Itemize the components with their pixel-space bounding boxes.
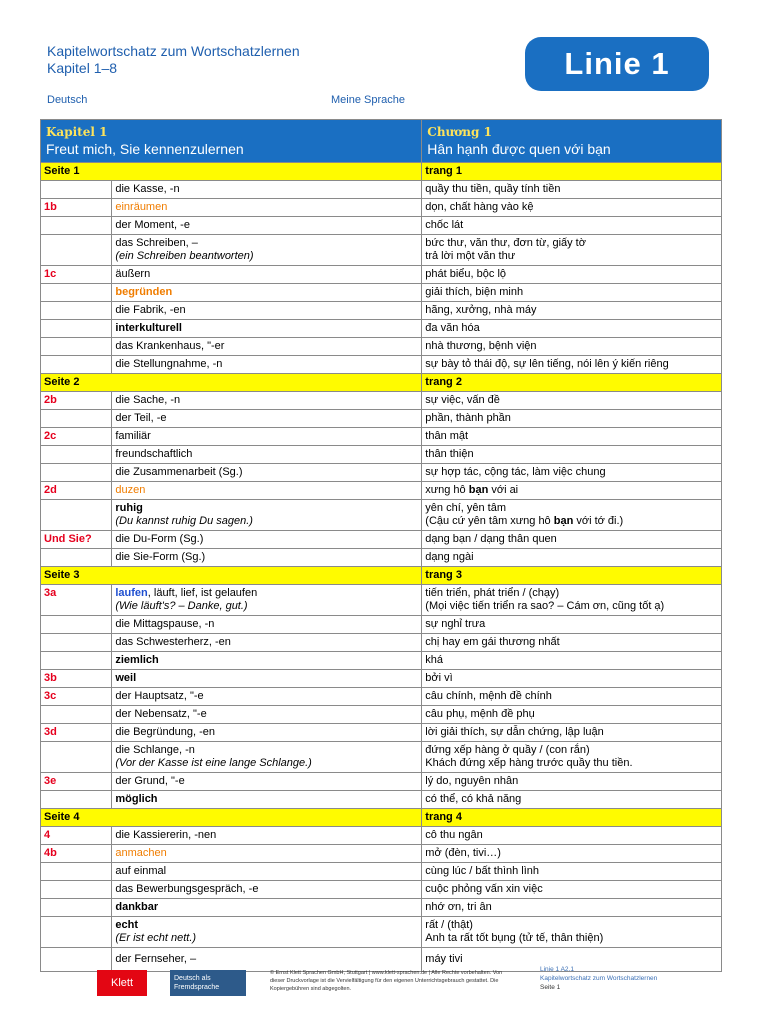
section-cell — [41, 217, 112, 235]
translation-cell: thân thiện — [422, 446, 722, 464]
german-cell: anmachen — [112, 845, 422, 863]
german-cell: der Nebensatz, "-e — [112, 706, 422, 724]
chapter-label-de: Kapitel 1 — [46, 125, 108, 139]
translation-cell: máy tivi — [422, 948, 722, 972]
german-cell — [112, 742, 422, 773]
section-cell — [41, 500, 112, 531]
section-cell: 3a — [41, 585, 112, 616]
translation-cell: sự hợp tác, cộng tác, làm việc chung — [422, 464, 722, 482]
table-row — [41, 284, 722, 302]
translation-cell — [422, 500, 722, 531]
table-row — [41, 338, 722, 356]
section-cell — [41, 338, 112, 356]
german-cell: das Krankenhaus, "-er — [112, 338, 422, 356]
section-cell — [41, 446, 112, 464]
page-heading-de: Seite 3 — [41, 567, 422, 585]
german-word: echt — [115, 919, 138, 931]
table-row — [41, 199, 722, 217]
german-cell: die Kasse, -n — [112, 181, 422, 199]
table-row — [41, 827, 722, 845]
section-cell — [41, 791, 112, 809]
section-cell: 4b — [41, 845, 112, 863]
german-cell: familiär — [112, 428, 422, 446]
page-heading-de: Seite 2 — [41, 374, 422, 392]
section-cell: 1b — [41, 199, 112, 217]
section-cell — [41, 948, 112, 972]
table-row — [41, 428, 722, 446]
translation-cell: lời giải thích, sự dẫn chứng, lập luận — [422, 724, 722, 742]
table-row — [41, 235, 722, 266]
section-cell — [41, 464, 112, 482]
translation-cell: đa văn hóa — [422, 320, 722, 338]
section-cell: 3d — [41, 724, 112, 742]
page-heading-de: Seite 1 — [41, 163, 422, 181]
page-heading-row — [41, 374, 722, 392]
section-cell — [41, 652, 112, 670]
page-heading-vi: trang 2 — [422, 374, 722, 392]
german-cell: die Begründung, -en — [112, 724, 422, 742]
translation-cell: lý do, nguyên nhân — [422, 773, 722, 791]
german-cell: duzen — [112, 482, 422, 500]
table-row — [41, 531, 722, 549]
translation-word: đứng xếp hàng ở quầy / (con rắn) — [425, 744, 590, 756]
translation-cell: có thể, có khả năng — [422, 791, 722, 809]
german-word — [115, 587, 418, 600]
section-cell — [41, 549, 112, 567]
table-row — [41, 266, 722, 284]
section-cell: Und Sie? — [41, 531, 112, 549]
translation-example: Anh ta rất tốt bụng (tử tế, thân thiện) — [425, 932, 604, 944]
translation-cell: quầy thu tiền, quầy tính tiền — [422, 181, 722, 199]
german-cell: interkulturell — [112, 320, 422, 338]
section-cell — [41, 616, 112, 634]
translation-highlight: bạn — [553, 515, 574, 527]
german-word: die Schlange, -n — [115, 744, 195, 756]
vocabulary-table — [40, 119, 722, 972]
translation-word: bức thư, văn thư, đơn từ, giấy tờ — [425, 237, 586, 249]
translation-cell: chốc lát — [422, 217, 722, 235]
translation-cell: câu phụ, mệnh đề phụ — [422, 706, 722, 724]
german-cell: die Sache, -n — [112, 392, 422, 410]
german-cell — [112, 585, 422, 616]
translation-part: xưng hô — [425, 484, 469, 496]
translation-part: với ai — [488, 484, 519, 496]
table-row — [41, 863, 722, 881]
german-cell: der Hauptsatz, "-e — [112, 688, 422, 706]
section-cell: 2c — [41, 428, 112, 446]
table-row — [41, 652, 722, 670]
german-cell — [112, 235, 422, 266]
translation-cell: hãng, xưởng, nhà máy — [422, 302, 722, 320]
table-row — [41, 670, 722, 688]
table-row — [41, 791, 722, 809]
section-cell: 4 — [41, 827, 112, 845]
german-word: ruhig — [115, 502, 143, 514]
german-cell: die Mittagspause, -n — [112, 616, 422, 634]
translation-example: Khách đứng xếp hàng trước quầy thu tiền. — [425, 757, 633, 769]
page-heading-row — [41, 567, 722, 585]
translation-example — [425, 515, 718, 528]
table-row — [41, 899, 722, 917]
translation-cell: khá — [422, 652, 722, 670]
german-cell: begründen — [112, 284, 422, 302]
german-cell: auf einmal — [112, 863, 422, 881]
section-cell — [41, 899, 112, 917]
chapter-vi-cell — [422, 120, 722, 163]
table-row — [41, 410, 722, 428]
german-cell: ziemlich — [112, 652, 422, 670]
footer-ref-book: Linie 1 A2.1 — [540, 966, 574, 973]
section-cell — [41, 235, 112, 266]
translation-word: rất / (thật) — [425, 919, 473, 931]
german-cell: äußern — [112, 266, 422, 284]
chapter-title-de: Freut mich, Sie kennenzulernen — [46, 141, 244, 157]
german-cell: möglich — [112, 791, 422, 809]
chapter-label-vi: Chương 1 — [427, 125, 492, 139]
german-cell — [112, 917, 422, 948]
page-heading-vi: trang 1 — [422, 163, 722, 181]
german-verb: laufen — [115, 587, 148, 599]
section-cell: 2d — [41, 482, 112, 500]
page-number: Seite 1 — [540, 984, 561, 991]
translation-cell: cùng lúc / bất thình lình — [422, 863, 722, 881]
table-row — [41, 742, 722, 773]
german-cell — [112, 500, 422, 531]
table-row — [41, 464, 722, 482]
german-cell: die Zusammenarbeit (Sg.) — [112, 464, 422, 482]
table-row — [41, 302, 722, 320]
footer-ref-title: Kapitelwortschatz zum Wortschatzlernen — [540, 975, 658, 982]
table-row — [41, 181, 722, 199]
translation-cell — [422, 917, 722, 948]
translation-cell: dọn, chất hàng vào kệ — [422, 199, 722, 217]
translation-cell: sự việc, vấn đề — [422, 392, 722, 410]
column-label-meine-sprache: Meine Sprache — [331, 94, 405, 106]
section-cell: 3c — [41, 688, 112, 706]
german-cell: die Kassiererin, -nen — [112, 827, 422, 845]
linie1-logo: Linie 1 — [525, 37, 709, 91]
page-heading-vi: trang 3 — [422, 567, 722, 585]
section-cell: 3e — [41, 773, 112, 791]
section-cell — [41, 706, 112, 724]
table-row — [41, 320, 722, 338]
german-cell: der Fernseher, – — [112, 948, 422, 972]
table-row — [41, 845, 722, 863]
section-cell — [41, 863, 112, 881]
german-example: (Du kannst ruhig Du sagen.) — [115, 515, 253, 527]
chapter-header-row — [41, 120, 722, 163]
german-cell: die Du-Form (Sg.) — [112, 531, 422, 549]
translation-word: tiến triển, phát triển / (chạy) — [425, 587, 560, 599]
german-example: (ein Schreiben beantworten) — [115, 250, 254, 262]
section-cell — [41, 410, 112, 428]
column-label-deutsch: Deutsch — [47, 94, 88, 106]
table-row — [41, 634, 722, 652]
translation-part: (Cậu cứ yên tâm xưng hô — [425, 515, 554, 527]
section-cell: 1c — [41, 266, 112, 284]
translation-cell: chị hay em gái thương nhất — [422, 634, 722, 652]
translation-cell: bởi vì — [422, 670, 722, 688]
table-row — [41, 500, 722, 531]
translation-cell: nhà thương, bệnh viện — [422, 338, 722, 356]
translation-cell — [422, 742, 722, 773]
page-heading-row — [41, 809, 722, 827]
translation-cell: thân mật — [422, 428, 722, 446]
german-cell: der Teil, -e — [112, 410, 422, 428]
table-row — [41, 482, 722, 500]
table-row — [41, 356, 722, 374]
table-row — [41, 446, 722, 464]
table-row — [41, 549, 722, 567]
section-cell — [41, 881, 112, 899]
german-cell: die Sie-Form (Sg.) — [112, 549, 422, 567]
translation-word: yên chí, yên tâm — [425, 502, 506, 514]
translation-cell: sự nghỉ trưa — [422, 616, 722, 634]
translation-cell: cô thu ngân — [422, 827, 722, 845]
german-cell: der Grund, "-e — [112, 773, 422, 791]
table-row — [41, 688, 722, 706]
translation-cell: sự bày tỏ thái độ, sự lên tiếng, nói lên ý kiến riêng — [422, 356, 722, 374]
table-row — [41, 881, 722, 899]
document-title — [47, 43, 300, 77]
german-word: das Schreiben, – — [115, 237, 198, 249]
table-row — [41, 773, 722, 791]
translation-highlight: bạn — [468, 484, 489, 496]
translation-cell: giải thích, biện minh — [422, 284, 722, 302]
translation-part: với tớ đi.) — [573, 515, 624, 527]
translation-example: trả lời một văn thư — [425, 250, 516, 262]
translation-cell: dạng bạn / dạng thân quen — [422, 531, 722, 549]
copyright-notice: © Ernst Klett Sprachen GmbH, Stuttgart | www.klett-sprachen.de | Alle Rechte vorbehalten. Von dieser Druckvorlage ist die Vervielfältigung für den eigenen Unterrichtsgebrauch gestattet. Die Kopiergebühren sind abgegolten. — [270, 970, 503, 992]
translation-example: (Mọi việc tiến triển ra sao? – Cám ơn, cũng tốt ạ) — [425, 600, 665, 612]
page-heading-row — [41, 163, 722, 181]
german-example: (Wie läuft's? – Danke, gut.) — [115, 600, 248, 612]
title-line-1: Kapitelwortschatz zum Wortschatzlernen — [47, 43, 300, 59]
section-cell — [41, 917, 112, 948]
table-row — [41, 217, 722, 235]
chapter-de-cell — [41, 120, 422, 163]
translation-cell: phần, thành phần — [422, 410, 722, 428]
translation-cell: mở (đèn, tivi…) — [422, 845, 722, 863]
german-example: (Vor der Kasse ist eine lange Schlange.) — [115, 757, 312, 769]
section-cell — [41, 302, 112, 320]
translation-cell — [422, 235, 722, 266]
section-cell — [41, 320, 112, 338]
daf-logo — [170, 970, 246, 996]
german-example: (Er ist echt nett.) — [115, 932, 197, 944]
footer-reference — [540, 965, 710, 992]
german-cell: freundschaftlich — [112, 446, 422, 464]
german-cell: das Schwesterherz, -en — [112, 634, 422, 652]
table-row — [41, 706, 722, 724]
translation-cell: dạng ngài — [422, 549, 722, 567]
page-heading-vi: trang 4 — [422, 809, 722, 827]
title-line-2: Kapitel 1–8 — [47, 60, 118, 76]
section-cell — [41, 181, 112, 199]
chapter-title-vi: Hân hạnh được quen với bạn — [427, 141, 611, 157]
page-heading-de: Seite 4 — [41, 809, 422, 827]
german-cell: der Moment, -e — [112, 217, 422, 235]
section-cell — [41, 284, 112, 302]
table-row — [41, 724, 722, 742]
table-row — [41, 917, 722, 948]
german-cell: die Stellungnahme, -n — [112, 356, 422, 374]
klett-logo: Klett — [97, 970, 147, 996]
german-cell: weil — [112, 670, 422, 688]
german-cell: das Bewerbungsgespräch, -e — [112, 881, 422, 899]
table-row — [41, 392, 722, 410]
german-cell: dankbar — [112, 899, 422, 917]
german-cell: einräumen — [112, 199, 422, 217]
translation-cell: nhớ ơn, tri ân — [422, 899, 722, 917]
section-cell — [41, 634, 112, 652]
translation-cell — [422, 482, 722, 500]
translation-cell — [422, 585, 722, 616]
translation-cell: phát biểu, bộc lộ — [422, 266, 722, 284]
table-row — [41, 616, 722, 634]
section-cell — [41, 356, 112, 374]
section-cell: 3b — [41, 670, 112, 688]
section-cell — [41, 742, 112, 773]
section-cell: 2b — [41, 392, 112, 410]
german-cell: die Fabrik, -en — [112, 302, 422, 320]
daf-logo-line2: Fremdsprache — [174, 984, 220, 991]
translation-cell: câu chính, mệnh đề chính — [422, 688, 722, 706]
german-forms: , läuft, lief, ist gelaufen — [147, 587, 258, 599]
table-row — [41, 585, 722, 616]
daf-logo-line1: Deutsch als — [174, 975, 211, 982]
translation-cell: cuộc phỏng vấn xin việc — [422, 881, 722, 899]
